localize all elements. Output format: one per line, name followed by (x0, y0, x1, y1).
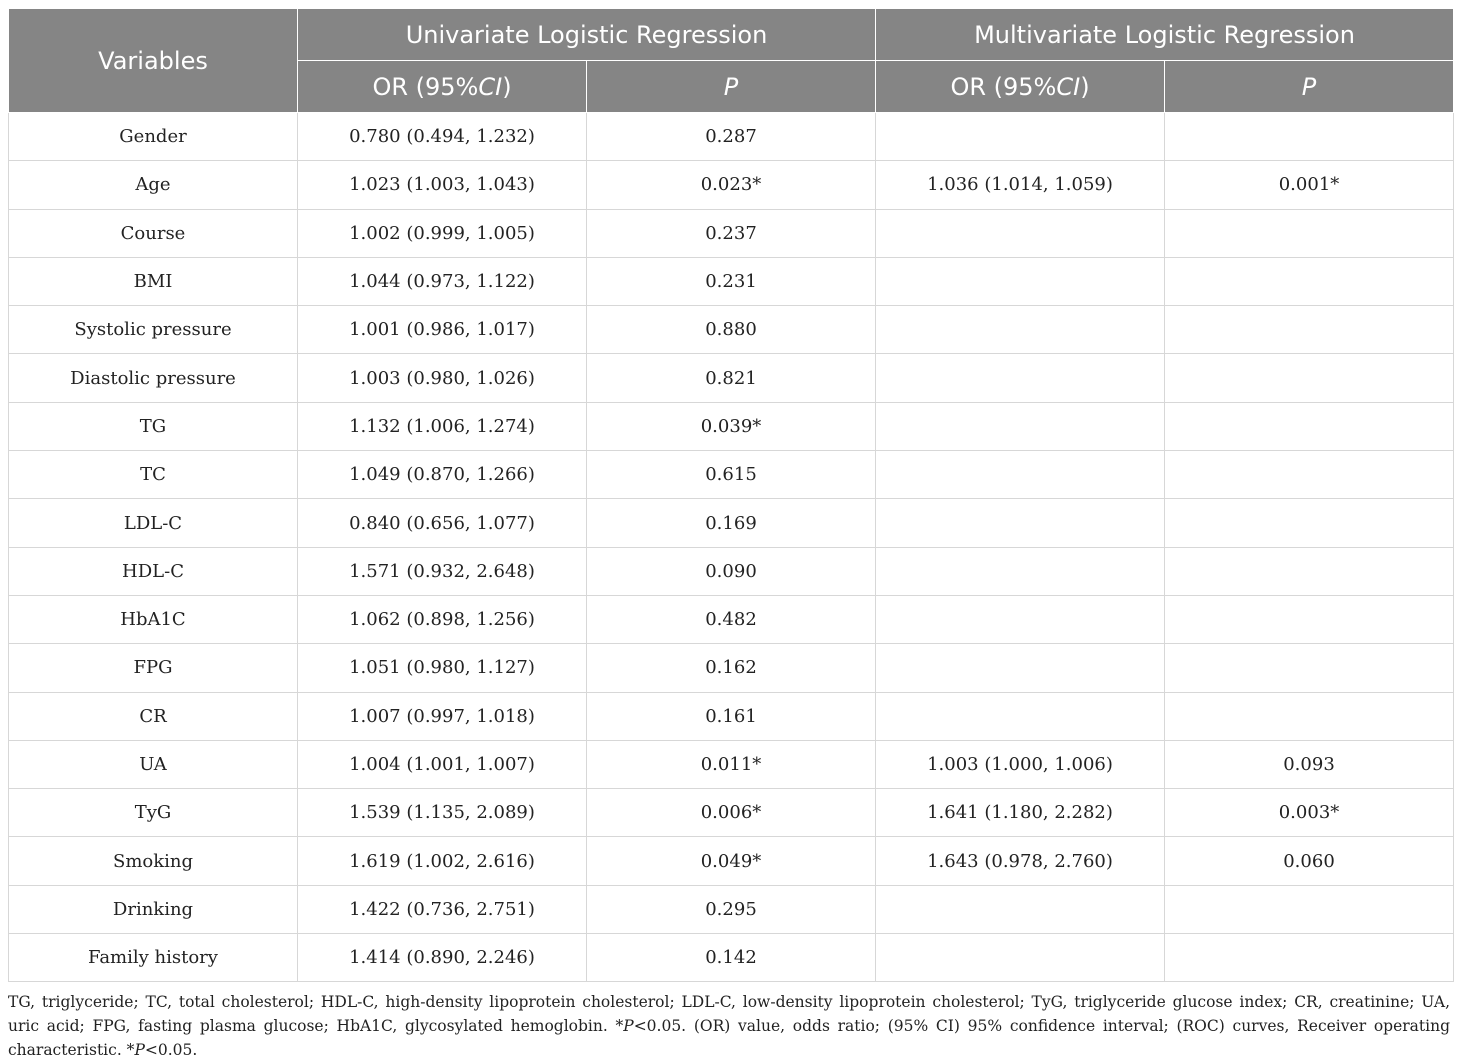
cell-variable: TC (9, 451, 298, 499)
cell-uni-or: 1.002 (0.999, 1.005) (298, 209, 587, 257)
cell-variable: Systolic pressure (9, 306, 298, 354)
cell-multi-p (1165, 934, 1454, 982)
cell-uni-or: 1.007 (0.997, 1.018) (298, 692, 587, 740)
cell-uni-p: 0.049* (587, 837, 876, 885)
cell-multi-or (876, 451, 1165, 499)
cell-multi-or (876, 354, 1165, 402)
cell-variable: Drinking (9, 885, 298, 933)
cell-uni-p: 0.161 (587, 692, 876, 740)
regression-table (8, 8, 1454, 982)
cell-multi-p (1165, 306, 1454, 354)
cell-uni-p: 0.162 (587, 644, 876, 692)
cell-multi-p (1165, 257, 1454, 305)
cell-uni-p: 0.231 (587, 257, 876, 305)
table-row (9, 644, 1454, 692)
table-row (9, 354, 1454, 402)
cell-multi-or (876, 885, 1165, 933)
cell-uni-or: 1.023 (1.003, 1.043) (298, 161, 587, 209)
cell-variable: UA (9, 740, 298, 788)
table-row (9, 209, 1454, 257)
cell-multi-p (1165, 499, 1454, 547)
cell-multi-p (1165, 113, 1454, 161)
cell-variable: Course (9, 209, 298, 257)
cell-multi-or (876, 644, 1165, 692)
header-univariate: Univariate Logistic Regression (298, 9, 876, 61)
cell-variable: Smoking (9, 837, 298, 885)
cell-multi-or (876, 595, 1165, 643)
table-row (9, 306, 1454, 354)
cell-multi-p: 0.093 (1165, 740, 1454, 788)
cell-variable: BMI (9, 257, 298, 305)
cell-uni-or: 1.422 (0.736, 2.751) (298, 885, 587, 933)
table-row (9, 161, 1454, 209)
cell-uni-or: 1.619 (1.002, 2.616) (298, 837, 587, 885)
cell-uni-or: 1.132 (1.006, 1.274) (298, 402, 587, 450)
table-row (9, 257, 1454, 305)
header-variables: Variables (9, 9, 298, 113)
table-header (9, 9, 1454, 113)
cell-multi-p (1165, 644, 1454, 692)
cell-uni-or: 1.001 (0.986, 1.017) (298, 306, 587, 354)
cell-uni-p: 0.880 (587, 306, 876, 354)
cell-multi-or (876, 257, 1165, 305)
table-row (9, 692, 1454, 740)
cell-multi-p (1165, 885, 1454, 933)
cell-uni-p: 0.011* (587, 740, 876, 788)
table-row (9, 402, 1454, 450)
cell-variable: Family history (9, 934, 298, 982)
table-row (9, 113, 1454, 161)
cell-variable: Gender (9, 113, 298, 161)
cell-uni-or: 1.003 (0.980, 1.026) (298, 354, 587, 402)
cell-multi-or: 1.036 (1.014, 1.059) (876, 161, 1165, 209)
cell-uni-or: 1.044 (0.973, 1.122) (298, 257, 587, 305)
cell-uni-p: 0.169 (587, 499, 876, 547)
cell-multi-p (1165, 354, 1454, 402)
table-row (9, 547, 1454, 595)
cell-variable: HDL-C (9, 547, 298, 595)
cell-multi-or: 1.003 (1.000, 1.006) (876, 740, 1165, 788)
table-row (9, 451, 1454, 499)
cell-uni-or: 1.004 (1.001, 1.007) (298, 740, 587, 788)
cell-uni-or: 1.049 (0.870, 1.266) (298, 451, 587, 499)
cell-multi-or (876, 934, 1165, 982)
cell-uni-p: 0.090 (587, 547, 876, 595)
header-multi-p: P (1165, 61, 1454, 113)
table-row (9, 595, 1454, 643)
cell-uni-or: 1.571 (0.932, 2.648) (298, 547, 587, 595)
header-uni-or-ci: OR (95%CI) (298, 61, 587, 113)
cell-uni-or: 1.414 (0.890, 2.246) (298, 934, 587, 982)
cell-uni-or: 0.780 (0.494, 1.232) (298, 113, 587, 161)
cell-multi-p (1165, 692, 1454, 740)
cell-variable: FPG (9, 644, 298, 692)
cell-multi-or (876, 499, 1165, 547)
cell-variable: Age (9, 161, 298, 209)
table-row (9, 885, 1454, 933)
cell-multi-or (876, 306, 1165, 354)
cell-uni-or: 1.062 (0.898, 1.256) (298, 595, 587, 643)
table-row (9, 789, 1454, 837)
cell-uni-or: 1.539 (1.135, 2.089) (298, 789, 587, 837)
table-row (9, 837, 1454, 885)
cell-multi-p: 0.003* (1165, 789, 1454, 837)
cell-uni-or: 1.051 (0.980, 1.127) (298, 644, 587, 692)
cell-variable: TyG (9, 789, 298, 837)
table-body (9, 113, 1454, 982)
cell-uni-p: 0.023* (587, 161, 876, 209)
cell-multi-or (876, 209, 1165, 257)
header-multivariate: Multivariate Logistic Regression (876, 9, 1454, 61)
cell-multi-p (1165, 547, 1454, 595)
cell-variable: CR (9, 692, 298, 740)
cell-uni-p: 0.237 (587, 209, 876, 257)
cell-multi-p: 0.060 (1165, 837, 1454, 885)
table-row (9, 934, 1454, 982)
cell-multi-or: 1.643 (0.978, 2.760) (876, 837, 1165, 885)
cell-uni-p: 0.821 (587, 354, 876, 402)
cell-variable: TG (9, 402, 298, 450)
cell-uni-p: 0.039* (587, 402, 876, 450)
table-footnote: TG, triglyceride; TC, total cholesterol; HDL-C, high-density lipoprotein cholesterol; LDL-C, low-density lipoprotein cholesterol; TyG, triglyceride glucose index; CR, creatinine; UA, uric acid; FPG, fasting plasma glucose; HbA1C, glycosylated hemoglobin. *P<0.05. (OR) value, odds ratio; (95% CI) 95% confidence interval; (ROC) curves, Receiver operating characteristic. *P<0.05. (8, 993, 1450, 1059)
cell-multi-or (876, 692, 1165, 740)
cell-variable: HbA1C (9, 595, 298, 643)
cell-multi-p (1165, 595, 1454, 643)
cell-multi-or (876, 402, 1165, 450)
table-row (9, 740, 1454, 788)
cell-uni-p: 0.006* (587, 789, 876, 837)
header-uni-p: P (587, 61, 876, 113)
cell-uni-p: 0.482 (587, 595, 876, 643)
cell-variable: LDL-C (9, 499, 298, 547)
cell-multi-p (1165, 209, 1454, 257)
cell-multi-p (1165, 451, 1454, 499)
cell-multi-or: 1.641 (1.180, 2.282) (876, 789, 1165, 837)
cell-uni-p: 0.142 (587, 934, 876, 982)
cell-multi-p (1165, 402, 1454, 450)
header-multi-or-ci: OR (95%CI) (876, 61, 1165, 113)
table-row (9, 499, 1454, 547)
cell-uni-p: 0.295 (587, 885, 876, 933)
cell-multi-or (876, 547, 1165, 595)
cell-variable: Diastolic pressure (9, 354, 298, 402)
cell-uni-p: 0.615 (587, 451, 876, 499)
cell-multi-or (876, 113, 1165, 161)
cell-multi-p: 0.001* (1165, 161, 1454, 209)
cell-uni-p: 0.287 (587, 113, 876, 161)
cell-uni-or: 0.840 (0.656, 1.077) (298, 499, 587, 547)
